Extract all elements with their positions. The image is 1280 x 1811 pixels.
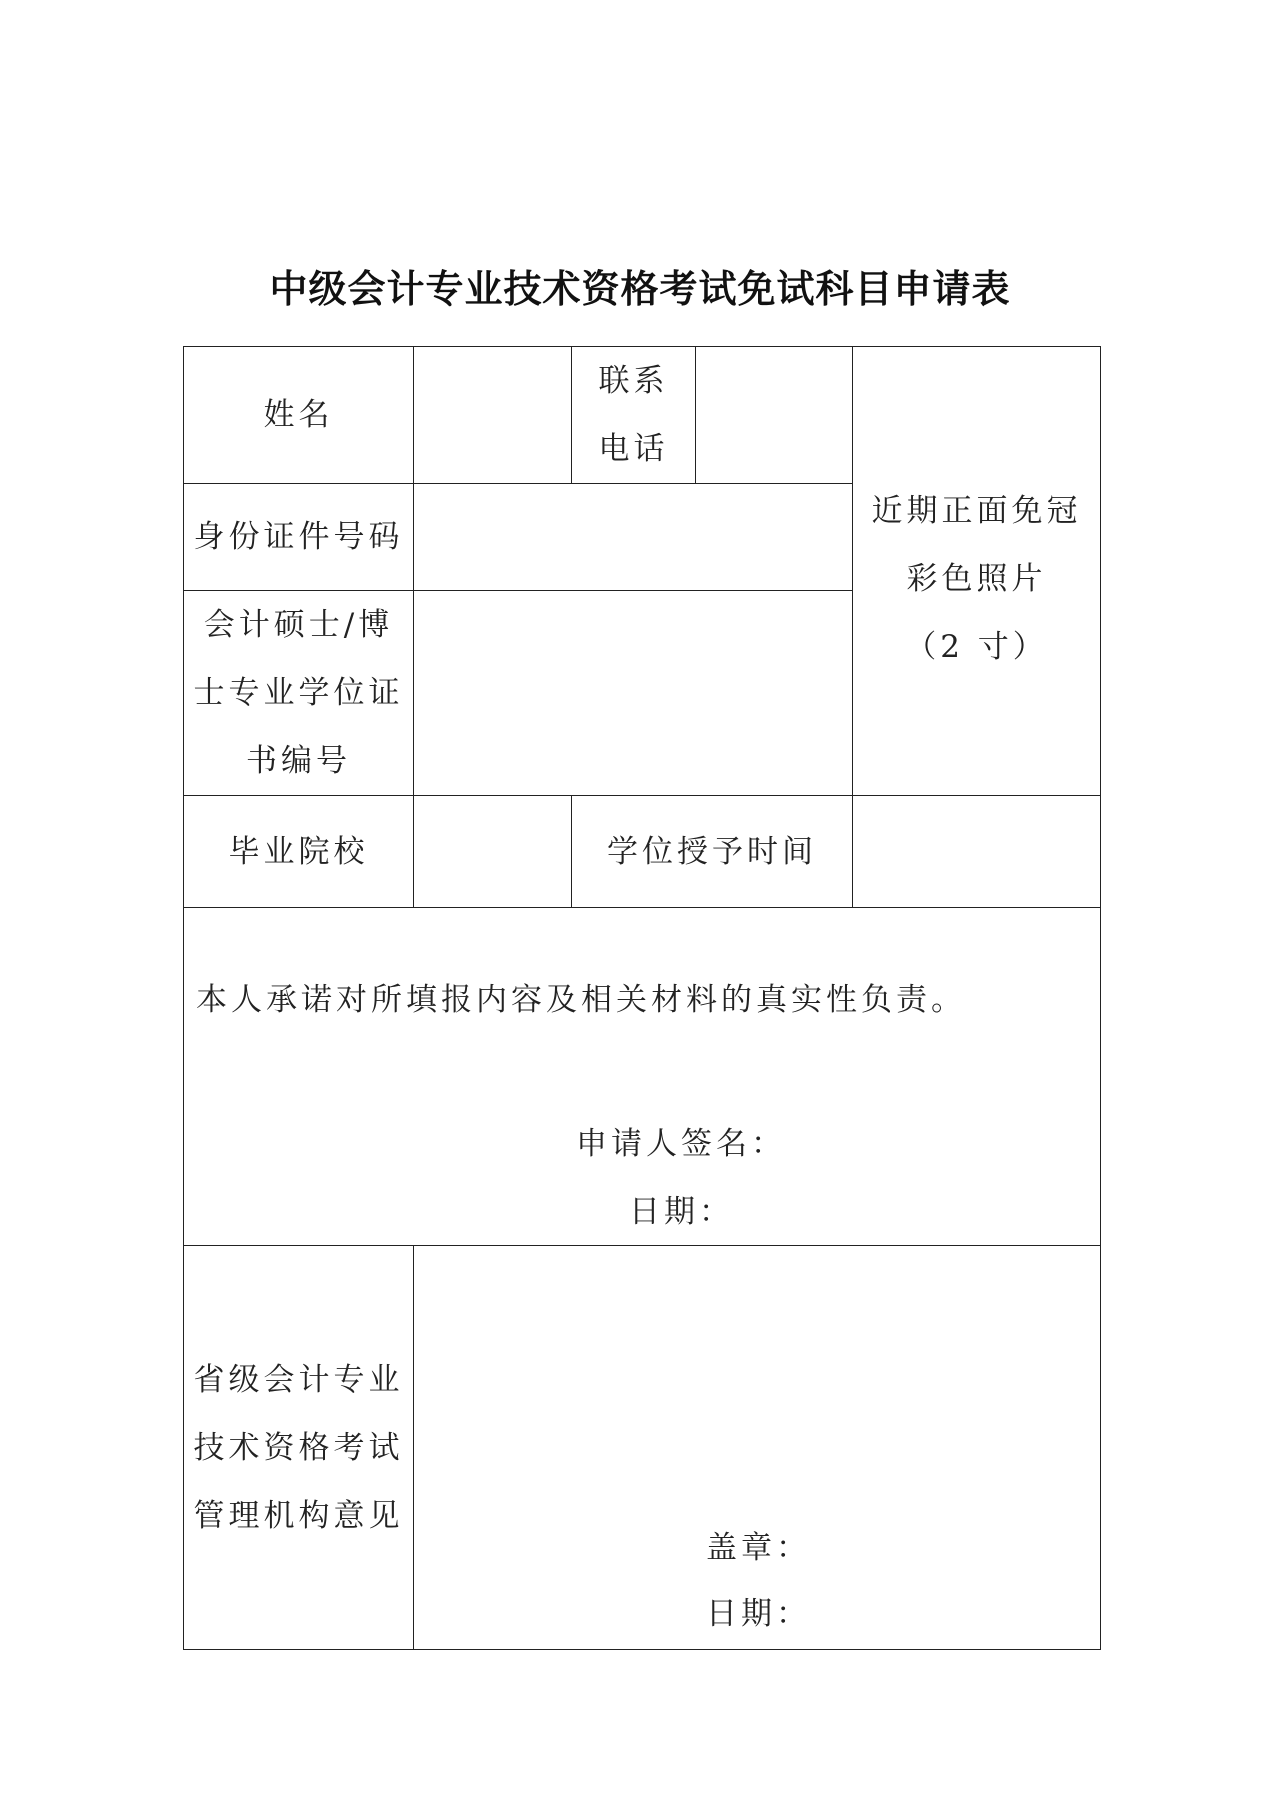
photo-box[interactable] xyxy=(853,347,1101,796)
degree-date-field[interactable] xyxy=(853,796,1101,908)
authority-label: 省级会计专业 技术资格考试 管理机构意见 xyxy=(184,1246,414,1650)
id-number-label: 身份证件号码 xyxy=(184,484,414,591)
school-field[interactable] xyxy=(414,796,572,908)
application-form-table xyxy=(183,346,1101,1650)
photo-instruction-line2: 彩色照片 xyxy=(906,561,1047,597)
photo-instruction-line1: 近期正面免冠 xyxy=(871,493,1082,529)
applicant-signature-label[interactable]: 申请人签名： xyxy=(576,1126,786,1162)
school-label: 毕业院校 xyxy=(184,796,414,908)
pledge-statement: 本人承诺对所填报内容及相关材料的真实性负责。 xyxy=(196,982,966,1018)
phone-label: 联系 电话 xyxy=(572,347,696,484)
seal-label: 盖章： xyxy=(706,1530,811,1566)
pledge-section xyxy=(184,908,1101,1246)
name-label: 姓名 xyxy=(184,347,414,484)
authority-date-label: 日期： xyxy=(706,1596,811,1632)
degree-cert-label: 会计硕士/博 士专业学位证 书编号 xyxy=(184,591,414,796)
applicant-date-label[interactable]: 日期： xyxy=(629,1194,734,1230)
phone-field[interactable] xyxy=(696,347,853,484)
authority-opinion-field[interactable] xyxy=(414,1246,1101,1650)
id-number-field[interactable] xyxy=(414,484,853,591)
name-field[interactable] xyxy=(414,347,572,484)
degree-cert-field[interactable] xyxy=(414,591,853,796)
form-title: 中级会计专业技术资格考试免试科目申请表 xyxy=(269,267,1011,311)
degree-date-label: 学位授予时间 xyxy=(572,796,853,908)
photo-instruction-line3: （2 寸） xyxy=(905,629,1048,665)
